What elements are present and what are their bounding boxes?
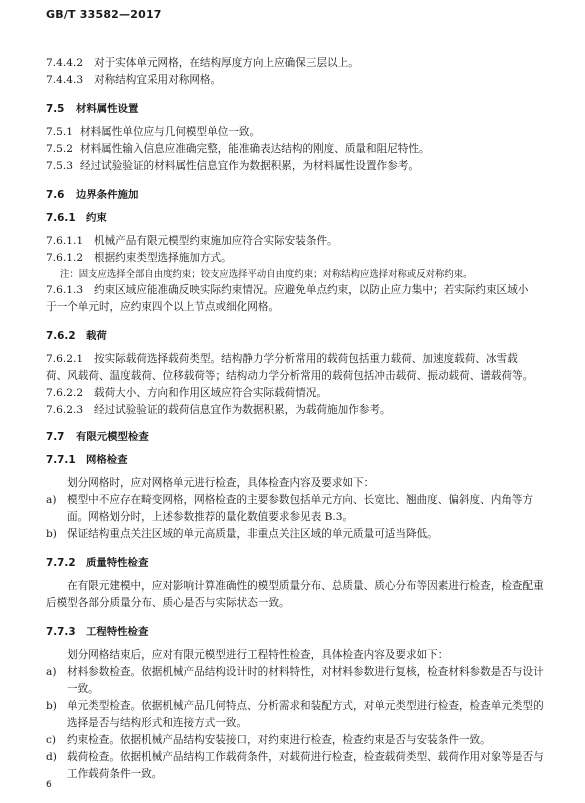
clause-7-6-1-1: 7.6.1.1 机械产品有限元模型约束施加应符合实际安装条件。 — [46, 235, 338, 247]
section-7-6-2-heading: 7.6.2 载荷 — [46, 330, 107, 342]
list-item-b: b) 保证结构重点关注区域的单元高质量，非重点关注区域的单元质量可适当降低。 — [46, 528, 438, 540]
list-item-a: a) 材料参数检查。依据机械产品结构设计时的材料特性，对材料参数进行复核，检查材料参数是否与设计一致。 — [46, 666, 544, 695]
paragraph-engineering-check: 划分网格结束后，应对有限元模型进行工程特性检查，具体检查内容及要求如下： — [67, 649, 449, 661]
clause-7-4-4-3: 7.4.4.3 对称结构宜采用对称网格。 — [46, 74, 222, 86]
clause-7-4-4-2: 7.4.4.2 对于实体单元网格，在结构厚度方向上应确保三层以上。 — [46, 57, 359, 69]
clause-7-6-2-3: 7.6.2.3 经过试验验证的载荷信息宜作为数据积累，为载荷施加作参考。 — [46, 404, 391, 416]
clause-7-6-2-2: 7.6.2.2 载荷大小、方向和作用区域应符合实际载荷情况。 — [46, 387, 328, 399]
list-item-b: b) 单元类型检查。依据机械产品几何特点、分析需求和装配方式，对单元类型进行检查，检查单元类型的选择是否与结构形式和连接方式一致。 — [46, 700, 544, 729]
section-7-6-heading: 7.6 边界条件施加 — [46, 189, 139, 201]
section-7-7-3-heading: 7.7.3 工程特性检查 — [46, 626, 149, 638]
clause-7-6-2-1: 7.6.2.1 按实际载荷选择载荷类型。结构静力学分析常用的载荷包括重力载荷、加速度载荷、冰雪载 — [46, 353, 518, 365]
page-number: 6 — [46, 780, 52, 790]
paragraph-mass-check: 在有限元建模中，应对影响计算准确性的模型质量分布、总质量、质心分布等因素进行检查，检查配重后模型各部分质量分布、质心是否与实际状态一致。 — [46, 580, 544, 609]
list-item-c: c) 约束检查。依据机械产品结构安装接口，对约束进行检查，检查约束是否与安装条件一致。 — [46, 734, 491, 746]
page-body — [46, 55, 546, 783]
paragraph-mesh-check: 划分网格时，应对网格单元进行检查，具体检查内容及要求如下： — [67, 477, 375, 489]
section-7-5-heading: 7.5 材料属性设置 — [46, 103, 139, 115]
clause-7-6-1-2: 7.6.1.2 根据约束类型选择施加方式。 — [46, 252, 232, 264]
clause-7-6-1-3-cont: 于一个单元时，应约束四个以上节点或细化网格。 — [46, 301, 280, 313]
section-7-7-1-heading: 7.7.1 网格检查 — [46, 454, 128, 466]
clause-7-5-2: 7.5.2 材料属性输入信息应准确完整，能准确表达结构的刚度、质量和阻尼特性。 — [46, 143, 430, 155]
section-7-7-heading: 7.7 有限元模型检查 — [46, 431, 149, 443]
clause-7-6-2-1-cont: 荷、风载荷、温度载荷、位移载荷等；结构动力学分析常用的载荷包括冲击载荷、振动载荷、谱载荷等。 — [46, 370, 534, 382]
clause-7-6-1-3: 7.6.1.3 约束区域应能准确反映实际约束情况。应避免单点约束，以防止应力集中；若实际约束区域小 — [46, 284, 529, 296]
note-text: 注：固支应选择全部自由度约束；铰支应选择平动自由度约束；对称结构应选择对称或反对称约束。 — [60, 269, 473, 280]
section-7-6-1-heading: 7.6.1 约束 — [46, 212, 107, 224]
list-item-a: a) 模型中不应存在畸变网格，网格检查的主要参数包括单元方向、长宽比、翘曲度、偏斜度、内角等方面。网格划分时，上述参数推荐的量化数值要求参见表 B.3。 — [46, 494, 534, 523]
clause-7-5-3: 7.5.3 经过试验验证的材料属性信息宜作为数据积累，为材料属性设置作参考。 — [46, 160, 419, 172]
section-7-7-2-heading: 7.7.2 质量特性检查 — [46, 557, 149, 569]
list-item-d: d) 载荷检查。依据机械产品结构工作载荷条件，对载荷进行检查，检查载荷类型、载荷作用对象等是否与工作载荷条件一致。 — [46, 751, 544, 780]
standard-header: GB/T 33582—2017 — [46, 8, 162, 21]
clause-7-5-1: 7.5.1 材料属性单位应与几何模型单位一致。 — [46, 126, 261, 138]
